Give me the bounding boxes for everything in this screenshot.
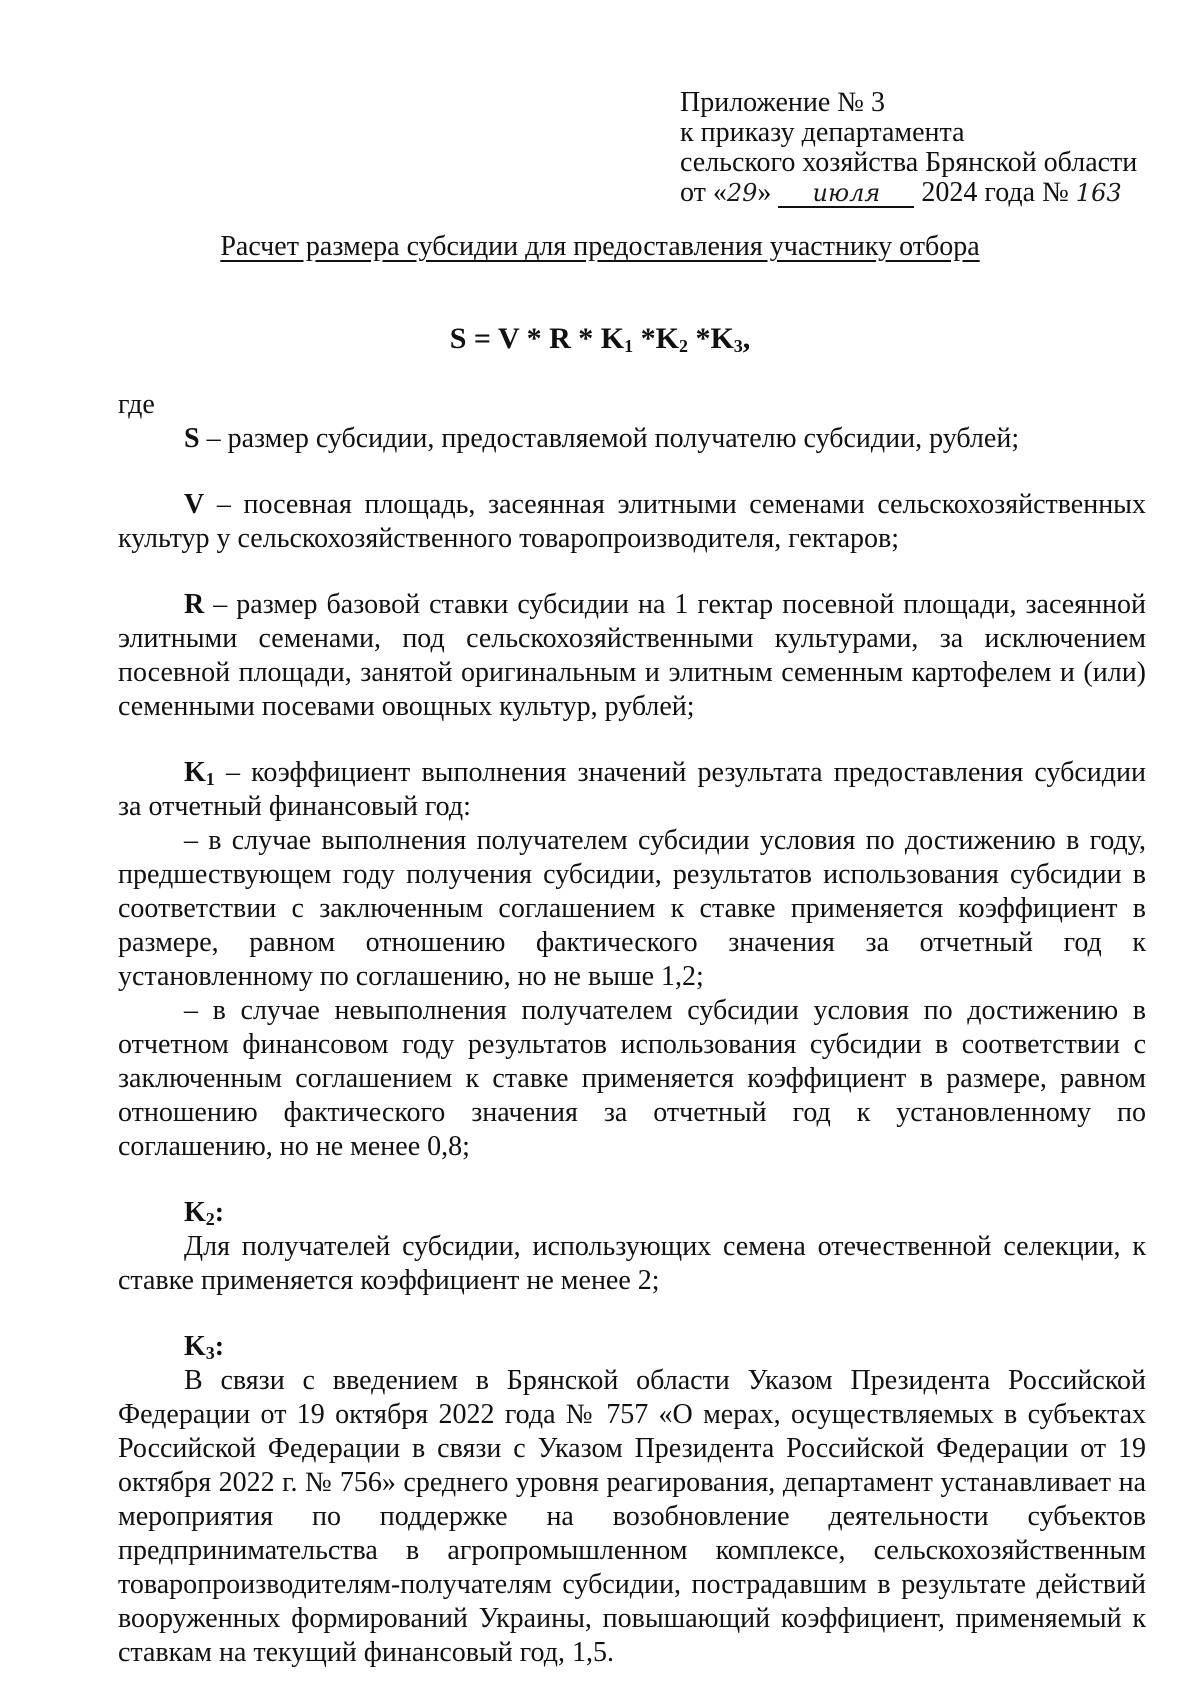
formula-k3-sub: 3 <box>733 336 743 356</box>
symbol-k3-colon: : <box>214 1331 225 1362</box>
appendix-department: сельского хозяйства Брянской области <box>680 147 1138 178</box>
formula-k1-sub: 1 <box>624 336 634 356</box>
date-day-handwritten: 29 <box>726 179 758 207</box>
symbol-k2: K <box>184 1197 206 1228</box>
subsidy-formula <box>0 322 1200 356</box>
symbol-k2-colon: : <box>214 1197 225 1228</box>
definition-s-text: – размер субсидии, предоставляемой получателю субсидии, рублей; <box>199 423 1020 454</box>
definition-r-text: – размер базовой ставки субсидии на 1 гектар посевной площади, засеянной элитными семенами, под сельскохозяйственными культурами, за исключением посевной площади, занятой оригинальным и элитным семенным картофелем и (или) семенными посевами овощных культур, рублей; <box>118 589 1146 722</box>
definition-k2-heading <box>118 1196 1146 1230</box>
formula-k2-sub: 2 <box>678 336 688 356</box>
definition-k3-heading <box>118 1330 1146 1364</box>
appendix-header <box>680 88 1160 208</box>
appendix-date-line <box>680 178 1160 208</box>
date-year: 2024 года № <box>921 177 1069 208</box>
formula-mid1: *K <box>633 322 679 355</box>
symbol-r: R <box>184 589 205 620</box>
formula-mid2: *K <box>687 322 734 355</box>
appendix-number: Приложение № 3 <box>680 87 885 118</box>
formula-end: , <box>742 322 751 355</box>
definition-k2-text: Для получателей субсидии, использующих семена отечественной селекции, к ставке применяется коэффициент не менее 2; <box>118 1231 1146 1296</box>
formula-main: S = V * R * K <box>449 322 625 355</box>
symbol-s: S <box>184 423 200 454</box>
symbol-v: V <box>184 489 205 520</box>
appendix-order-ref: к приказу департамента <box>680 117 965 148</box>
date-mid: » <box>757 177 772 208</box>
definition-k1-item-2: – в случае невыполнения получателем субсидии условия по достижению в отчетном финансовом году результатов использования субсидии в соответствии с заключенным соглашением к ставке применяется коэффициент в размере, равном отношению фактического значения за отчетный год к установленному по соглашению, но не менее 0,8; <box>118 995 1146 1162</box>
definition-s <box>118 422 1146 456</box>
definition-k1 <box>118 756 1146 824</box>
date-month-field <box>778 180 914 208</box>
order-number-handwritten: 163 <box>1075 179 1122 207</box>
symbol-k1-sub: 1 <box>205 769 215 789</box>
symbol-k1: K <box>184 757 206 788</box>
symbol-k3-sub: 3 <box>205 1343 215 1363</box>
symbol-k3: K <box>184 1331 206 1362</box>
date-prefix: от « <box>680 177 727 208</box>
definition-v-text: – посевная площадь, засеянная элитными семенами сельскохозяйственных культур у сельскохозяйственного товаропроизводителя, гектаров; <box>118 489 1146 554</box>
date-month-handwritten: июля <box>812 179 881 207</box>
definition-k3-text: В связи с введением в Брянской области Указом Президента Российской Федерации от 19 октября 2022 года № 757 «О мерах, осуществляемых в субъектах Российской Федерации в связи с Указом Президента Российской Федерации от 19 октября 2022 г. № 756» среднего уровня реагирования, департамент устанавливает на мероприятия по поддержке на возобновление деятельности субъектов предпринимательства в агропромышленном комплексе, сельскохозяйственным товаропроизводителям-получателям субсидии, пострадавшим в результате действий вооруженных формирований Украины, повышающий коэффициент, применяемый к ставкам на текущий финансовый год, 1,5. <box>118 1365 1146 1668</box>
symbol-k2-sub: 2 <box>205 1209 215 1229</box>
document-body <box>118 388 1146 1670</box>
where-label: где <box>118 389 155 420</box>
definition-v <box>118 488 1146 556</box>
definition-k1-item-1: – в случае выполнения получателем субсидии условия по достижению в году, предшествующем году получения субсидии, результатов использования субсидии в соответствии с заключенным соглашением к ставке применяется коэффициент в размере, равном отношению фактического значения за отчетный год к установленному по соглашению, но не выше 1,2; <box>118 825 1146 992</box>
definition-r <box>118 588 1146 724</box>
definition-k1-text: – коэффициент выполнения значений результата предоставления субсидии за отчетный финансовый год: <box>118 757 1146 822</box>
document-title: Расчет размера субсидии для предоставления участнику отбора <box>220 231 980 262</box>
